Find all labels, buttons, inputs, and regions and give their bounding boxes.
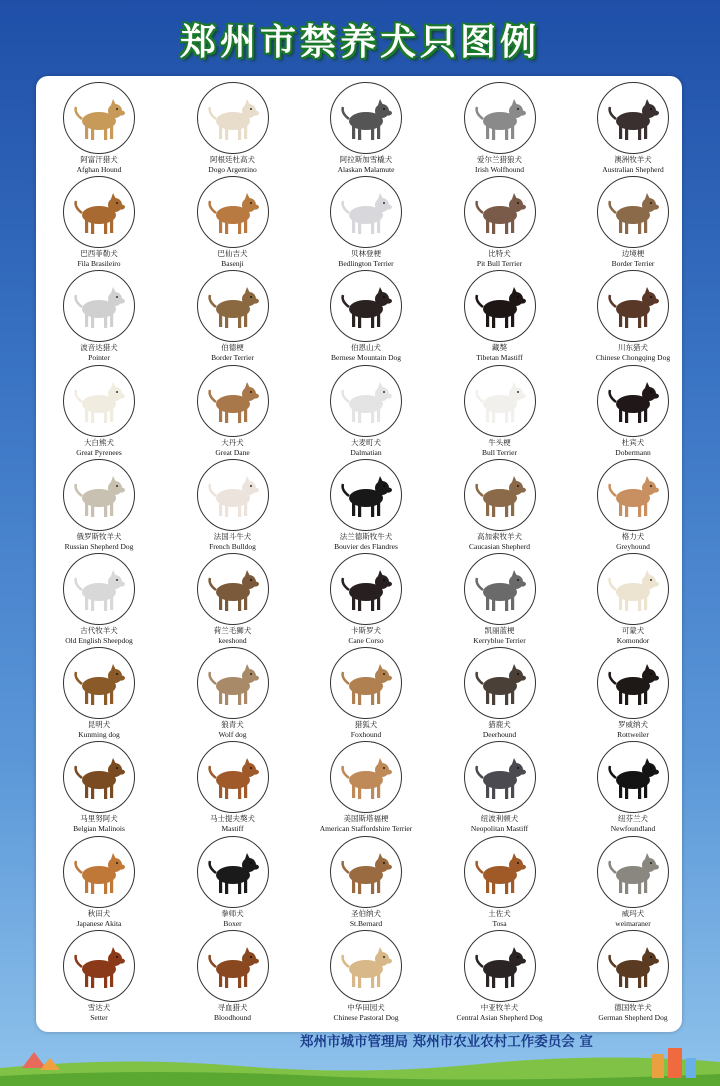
dog-name-en: Foxhound xyxy=(350,730,382,740)
dog-card xyxy=(568,741,698,835)
dog-name-en: Japanese Akita xyxy=(76,918,122,928)
dog-photo-frame xyxy=(197,647,269,719)
dog-photo-frame xyxy=(197,553,269,625)
dog-name-zh: 大麦町犬 xyxy=(351,437,381,447)
dog-photo-frame xyxy=(330,270,402,342)
dog-icon xyxy=(64,931,134,1001)
dog-name-en: Dobermann xyxy=(615,447,651,457)
dog-name-zh: 阿富汗猎犬 xyxy=(80,155,118,164)
dog-name-en: Bouvier des Flandres xyxy=(334,541,398,551)
dog-name-zh: 雪达犬 xyxy=(87,1002,111,1012)
dog-card xyxy=(568,270,698,364)
dog-card xyxy=(301,741,431,835)
dog-card xyxy=(435,82,565,176)
dog-photo-frame xyxy=(63,82,135,154)
dog-name-zh: 秋田犬 xyxy=(87,908,111,918)
dog-icon xyxy=(465,648,535,718)
dog-photo-frame xyxy=(464,82,536,154)
dog-name-en: Cane Corso xyxy=(348,636,384,645)
page-title: 郑州市禁养犬只图例 xyxy=(179,22,540,63)
dog-name-en: Central Asian Shepherd Dog xyxy=(456,1012,543,1022)
dog-card xyxy=(34,930,164,1024)
dog-card xyxy=(34,459,164,553)
dog-name-zh: 凯丽蓝梗 xyxy=(484,626,515,635)
dog-icon xyxy=(598,648,668,718)
dog-photo-frame xyxy=(330,647,402,719)
dog-card xyxy=(435,741,565,835)
dog-icon xyxy=(64,460,134,530)
dog-name-zh: 边境梗 xyxy=(621,249,645,259)
dog-card xyxy=(568,930,698,1024)
dog-photo-frame xyxy=(63,741,135,813)
dog-card xyxy=(568,176,698,270)
dog-icon xyxy=(198,460,268,530)
dog-photo-frame xyxy=(464,270,536,342)
dog-name-en: Australian Shepherd xyxy=(602,165,664,174)
grass-ground xyxy=(0,1046,720,1086)
dog-name-en: St.Bernard xyxy=(349,918,383,928)
dog-icon xyxy=(465,460,535,530)
dog-icon xyxy=(598,271,668,341)
dog-name-zh: 寻血猎犬 xyxy=(217,1002,248,1012)
dog-photo-frame xyxy=(330,365,402,437)
dog-photo-frame xyxy=(597,741,669,813)
dog-icon xyxy=(64,554,134,624)
dog-photo-frame xyxy=(330,930,402,1002)
dog-name-en: Komondor xyxy=(616,636,650,645)
dog-icon xyxy=(331,648,401,718)
dog-icon xyxy=(198,931,268,1001)
dog-name-zh: 伯恩山犬 xyxy=(351,343,381,353)
dog-name-zh: 杜宾犬 xyxy=(621,437,645,447)
dog-name-en: Rottweiler xyxy=(617,730,649,740)
dog-icon xyxy=(198,554,268,624)
dog-icon xyxy=(198,742,268,812)
dog-photo-frame xyxy=(197,270,269,342)
dog-icon xyxy=(331,554,401,624)
dog-icon xyxy=(331,271,401,341)
dog-photo-frame xyxy=(464,647,536,719)
dog-photo-frame xyxy=(597,930,669,1002)
dog-name-en: Pointer xyxy=(88,353,110,363)
dog-name-zh: 德国牧羊犬 xyxy=(614,1002,652,1012)
dog-photo-frame xyxy=(63,365,135,437)
dog-name-zh: 巴仙吉犬 xyxy=(217,249,248,259)
dog-icon xyxy=(465,554,535,624)
dog-icon xyxy=(465,271,535,341)
dog-name-zh: 阿拉斯加雪橇犬 xyxy=(339,155,393,164)
dog-icon xyxy=(331,931,401,1001)
dog-card xyxy=(168,741,298,835)
dog-photo-frame xyxy=(464,459,536,531)
dog-card xyxy=(435,176,565,270)
dog-icon xyxy=(198,83,268,153)
dog-icon xyxy=(465,931,535,1001)
dog-icon xyxy=(198,177,268,247)
dog-name-en: Fila Brasileiro xyxy=(77,259,121,269)
dog-photo-frame xyxy=(597,647,669,719)
dog-name-zh: 古代牧羊犬 xyxy=(80,626,118,635)
dog-name-en: Bedlington Terrier xyxy=(338,259,394,269)
dog-name-en: Basenji xyxy=(221,259,244,269)
dog-card xyxy=(34,553,164,647)
dog-name-zh: 威玛犬 xyxy=(621,908,645,918)
dog-photo-frame xyxy=(330,459,402,531)
dog-name-en: Border Terrier xyxy=(611,259,655,269)
dog-card xyxy=(168,176,298,270)
dog-photo-frame xyxy=(464,365,536,437)
footer-issuer: 郑州市城市管理局 郑州市农业农村工作委员会 宣 xyxy=(300,1034,593,1050)
dog-card xyxy=(435,270,565,364)
dog-photo-frame xyxy=(597,836,669,908)
dog-icon xyxy=(198,366,268,436)
dog-photo-frame xyxy=(63,553,135,625)
dog-card xyxy=(301,836,431,930)
dog-name-en: weimaraner xyxy=(615,918,651,928)
dog-name-zh: 法国斗牛犬 xyxy=(213,531,252,541)
dog-name-en: Boxer xyxy=(223,918,242,928)
dog-card xyxy=(34,176,164,270)
dog-name-en: Alaskan Malamute xyxy=(337,165,395,174)
dog-card xyxy=(568,365,698,459)
dog-name-en: Great Dane xyxy=(215,447,250,457)
dog-photo-frame xyxy=(63,647,135,719)
dog-name-zh: 阿根廷杜高犬 xyxy=(210,155,255,164)
dog-card xyxy=(34,836,164,930)
dog-name-en: Afghan Hound xyxy=(76,165,122,174)
dog-photo-frame xyxy=(464,930,536,1002)
dog-name-en: Dogo Argentino xyxy=(208,165,257,174)
dog-card xyxy=(435,365,565,459)
dog-card xyxy=(168,459,298,553)
dog-icon xyxy=(465,837,535,907)
dog-name-zh: 圣伯纳犬 xyxy=(351,908,381,918)
dog-card xyxy=(168,647,298,741)
dog-name-en: Great Pyrenees xyxy=(76,447,122,457)
dog-card xyxy=(301,647,431,741)
dog-icon xyxy=(64,271,134,341)
dog-name-zh: 马士提夫獒犬 xyxy=(210,814,255,824)
dog-photo-frame xyxy=(597,553,669,625)
dog-name-en: Bloodhound xyxy=(213,1012,252,1022)
dog-card xyxy=(301,930,431,1024)
dog-icon xyxy=(598,837,668,907)
dog-name-en: Mastiff xyxy=(221,824,244,834)
dog-photo-frame xyxy=(330,741,402,813)
dog-name-zh: 狼青犬 xyxy=(221,720,244,730)
dog-card xyxy=(34,741,164,835)
dog-name-zh: 罗威纳犬 xyxy=(618,720,648,730)
dog-name-en: keeshond xyxy=(218,636,247,645)
dog-card xyxy=(34,82,164,176)
dog-icon xyxy=(598,931,668,1001)
dog-name-zh: 比特犬 xyxy=(488,249,511,259)
dog-icon xyxy=(198,271,268,341)
dog-photo-frame xyxy=(330,836,402,908)
dog-photo-frame xyxy=(330,82,402,154)
dog-card xyxy=(168,365,298,459)
dog-name-en: Border Terrier xyxy=(211,353,254,363)
dog-name-zh: 俄罗斯牧羊犬 xyxy=(76,531,122,541)
dog-icon xyxy=(598,460,668,530)
dog-name-en: Bernese Mountain Dog xyxy=(331,353,401,363)
dog-name-en: Caucasian Shepherd xyxy=(468,541,531,551)
dog-card xyxy=(301,459,431,553)
dog-name-zh: 土佐犬 xyxy=(488,908,511,918)
dog-card xyxy=(301,82,431,176)
dog-card xyxy=(168,930,298,1024)
dog-name-zh: 澳洲牧羊犬 xyxy=(614,155,652,164)
dog-name-zh: 爱尔兰猎狼犬 xyxy=(477,155,522,164)
dog-icon xyxy=(465,83,535,153)
dog-photo-frame xyxy=(464,836,536,908)
dog-name-en: Chinese Chongqing Dog xyxy=(595,353,671,363)
dog-card xyxy=(168,553,298,647)
dog-photo-frame xyxy=(597,365,669,437)
dog-icon xyxy=(331,742,401,812)
dog-photo-frame xyxy=(597,459,669,531)
dog-icon xyxy=(598,742,668,812)
dog-name-en: Setter xyxy=(90,1012,108,1022)
dog-card xyxy=(168,82,298,176)
dog-photo-frame xyxy=(197,836,269,908)
dog-icon xyxy=(331,83,401,153)
dog-icon xyxy=(64,83,134,153)
dog-name-zh: 昆明犬 xyxy=(87,720,111,730)
dog-card xyxy=(34,647,164,741)
dog-card xyxy=(301,365,431,459)
dog-photo-frame xyxy=(63,459,135,531)
dog-photo-frame xyxy=(63,930,135,1002)
dog-icon xyxy=(64,366,134,436)
dog-photo-frame xyxy=(597,176,669,248)
dog-card xyxy=(568,836,698,930)
dog-name-zh: 可蒙犬 xyxy=(621,626,645,635)
dog-name-zh: 格力犬 xyxy=(621,531,645,541)
dog-name-zh: 法兰德斯牧牛犬 xyxy=(339,531,393,541)
dog-icon xyxy=(598,554,668,624)
dog-name-zh: 巴西菲勒犬 xyxy=(80,249,118,259)
dog-name-zh: 波音达猎犬 xyxy=(80,343,118,353)
dog-icon xyxy=(198,648,268,718)
dog-card xyxy=(301,553,431,647)
dog-icon xyxy=(598,83,668,153)
dog-name-en: American Staffordshire Terrier xyxy=(319,824,413,834)
dog-name-zh: 大白熊犬 xyxy=(84,437,114,447)
dog-photo-frame xyxy=(464,741,536,813)
dog-name-en: Newfoundland xyxy=(610,824,656,834)
dog-photo-frame xyxy=(63,836,135,908)
dog-name-zh: 纽波利顿犬 xyxy=(480,814,519,824)
dog-name-zh: 川东猎犬 xyxy=(618,343,648,353)
dog-name-en: Neopolitan Mastiff xyxy=(470,824,529,834)
dog-icon xyxy=(331,366,401,436)
dog-name-zh: 纽芬兰犬 xyxy=(618,814,648,824)
dog-name-zh: 拳师犬 xyxy=(221,908,244,918)
dog-photo-frame xyxy=(63,176,135,248)
dog-icon xyxy=(64,837,134,907)
dog-icon xyxy=(331,177,401,247)
dog-card xyxy=(435,836,565,930)
dog-name-en: Russian Shepherd Dog xyxy=(64,541,134,551)
dog-icon xyxy=(331,837,401,907)
dog-icon xyxy=(64,648,134,718)
dog-name-zh: 中华田园犬 xyxy=(347,1002,385,1012)
dog-name-en: Irish Wolfhound xyxy=(474,165,525,174)
dog-name-en: Dalmatian xyxy=(350,447,382,457)
dog-card xyxy=(168,836,298,930)
dog-card xyxy=(568,647,698,741)
dog-photo-frame xyxy=(197,365,269,437)
dog-name-en: Bull Terrier xyxy=(482,447,517,457)
dog-name-zh: 猎鹿犬 xyxy=(488,720,511,730)
dog-name-en: German Shepherd Dog xyxy=(598,1012,668,1022)
dog-name-en: Old English Sheepdog xyxy=(65,636,133,645)
dog-icon xyxy=(465,742,535,812)
dog-name-en: Pit Bull Terrier xyxy=(476,259,523,269)
dog-card xyxy=(168,270,298,364)
dog-icon xyxy=(64,177,134,247)
dog-card xyxy=(301,270,431,364)
dog-name-zh: 卡斯罗犬 xyxy=(351,626,381,635)
dog-name-zh: 荷兰毛狮犬 xyxy=(213,626,252,635)
dog-photo-frame xyxy=(330,553,402,625)
dog-photo-frame xyxy=(197,930,269,1002)
dog-legend-panel xyxy=(36,76,682,1032)
dog-name-zh: 猎狐犬 xyxy=(354,720,378,730)
dog-photo-frame xyxy=(330,176,402,248)
dog-photo-frame xyxy=(464,176,536,248)
dog-card xyxy=(34,365,164,459)
dog-card xyxy=(435,930,565,1024)
dog-icon xyxy=(465,177,535,247)
dog-icon xyxy=(465,366,535,436)
dog-name-en: Belgian Malinois xyxy=(73,824,125,834)
dog-name-zh: 伯德梗 xyxy=(221,343,244,353)
dog-card xyxy=(435,459,565,553)
dog-name-en: Deerhound xyxy=(482,730,517,740)
dog-name-en: Kerryblue Terrier xyxy=(473,636,526,645)
dog-card xyxy=(435,553,565,647)
dog-icon xyxy=(331,460,401,530)
dog-name-en: Kunming dog xyxy=(78,730,120,740)
dog-card xyxy=(435,647,565,741)
dog-photo-frame xyxy=(197,741,269,813)
dog-photo-frame xyxy=(597,82,669,154)
dog-name-en: French Bulldog xyxy=(209,541,256,551)
dog-name-zh: 美国斯塔福梗 xyxy=(343,814,389,824)
dog-photo-frame xyxy=(197,459,269,531)
dog-card xyxy=(34,270,164,364)
dog-card xyxy=(301,176,431,270)
dog-card xyxy=(568,553,698,647)
dog-name-zh: 中亚牧羊犬 xyxy=(480,1002,519,1012)
dog-name-zh: 高加索牧羊犬 xyxy=(477,531,522,541)
dog-name-zh: 马里努阿犬 xyxy=(80,814,118,824)
dog-name-zh: 贝林登梗 xyxy=(351,249,381,259)
dog-photo-frame xyxy=(597,270,669,342)
dog-icon xyxy=(598,177,668,247)
dog-icon xyxy=(64,742,134,812)
dog-photo-frame xyxy=(63,270,135,342)
dog-name-zh: 藏獒 xyxy=(492,343,507,353)
dog-name-en: Wolf dog xyxy=(218,730,247,740)
dog-name-en: Greyhound xyxy=(616,541,650,551)
dog-photo-frame xyxy=(197,82,269,154)
dog-icon xyxy=(598,366,668,436)
dog-name-zh: 大丹犬 xyxy=(221,437,244,447)
dog-name-en: Tibetan Mastiff xyxy=(476,353,523,363)
dog-photo-frame xyxy=(464,553,536,625)
dog-card xyxy=(568,82,698,176)
dog-name-en: Chinese Pastoral Dog xyxy=(333,1012,399,1022)
dog-card xyxy=(568,459,698,553)
dog-name-en: Tosa xyxy=(492,918,507,928)
dog-photo-frame xyxy=(197,176,269,248)
dog-name-zh: 牛头梗 xyxy=(488,437,511,447)
dog-icon xyxy=(198,837,268,907)
